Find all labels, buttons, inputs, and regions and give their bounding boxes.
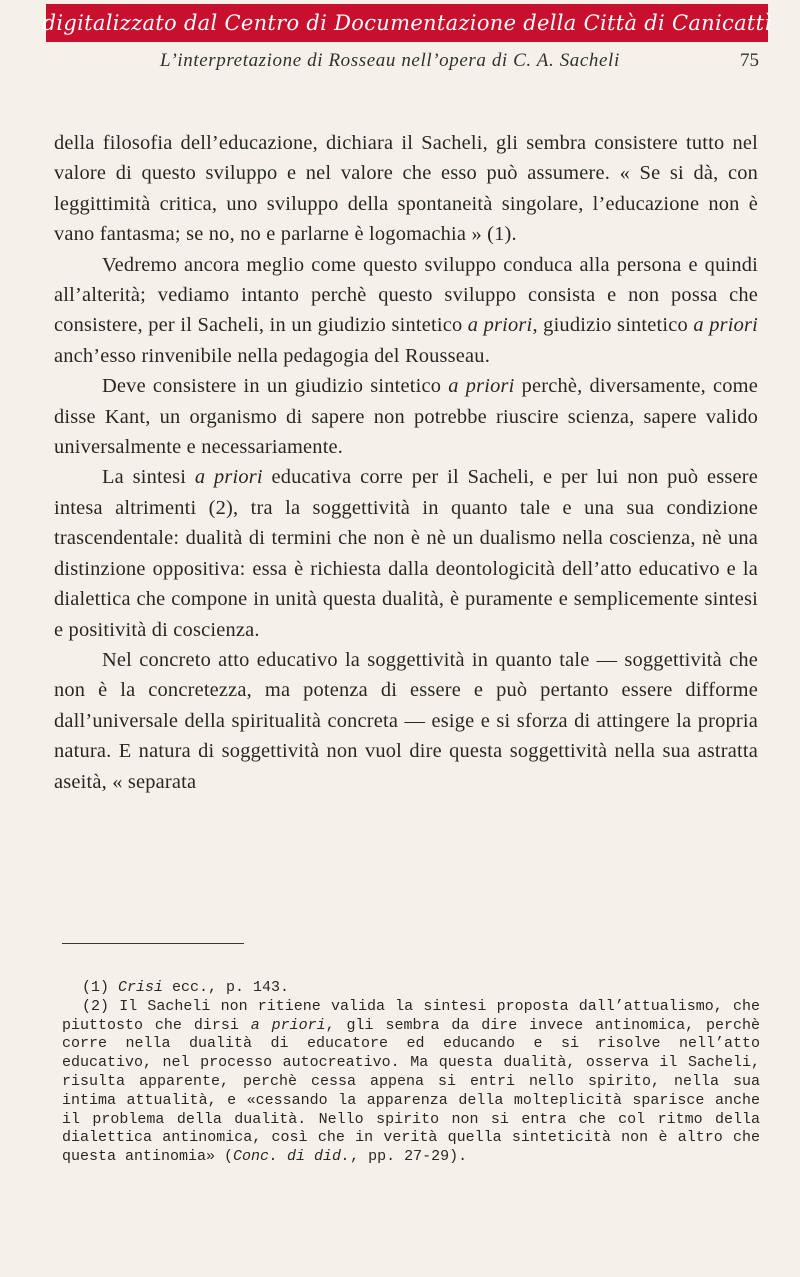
running-title: L’interpretazione di Rosseau nell’opera di C. A. Sacheli <box>160 50 620 71</box>
footnote-1: (1) Crisi ecc., p. 143. <box>82 979 290 996</box>
italic-run: a priori <box>693 314 759 337</box>
paragraph: Nel concreto atto educativo la soggettività in quanto tale — soggettività che non è la concretezza, ma potenza di essere e può pertanto essere difforme dall’universale della spiritualità concreta — esige e si sforza di attingere la propria natura. E natura di soggettività non vuol dire questa soggettività nella sua astratta aseità, « separata <box>54 648 758 793</box>
italic-run: Conc. di did. <box>233 1148 351 1166</box>
page-number: 75 <box>740 50 759 71</box>
paragraph: Vedremo ancora meglio come questo sviluppo conduca alla persona e quindi all’alterità; vediamo intanto perchè questo sviluppo consista e non possa che consistere, per il Sacheli, in un giudizio sintetico a priori, giudizio sintetico a priori anch’esso rinvenibile nella pedagogia del Rousseau. <box>54 253 759 367</box>
footnote-2: (2) Il Sacheli non ritiene valida la sintesi proposta dall’attualismo, che piuttosto che dirsi a priori, gli sembra da dire invece antinomica, perchè corre nella dualità di educatore ed educando e si risolve nell’atto educativo, nel processo autocreativo. Ma questa dualità, osserva il Sacheli, risulta apparente, perchè cessa appena si entri nello spirito, nella sua intima attualità, e «cessando la apparenza della molteplicità sparisce anche il problema della dualità. Nello spirito non si entra che col ritmo della dialettica antinomica, così che in verità quella sinteticità non è altro che questa antinomia» (Conc. di did., pp. 27-29). <box>62 997 761 1166</box>
footnotes <box>62 979 760 1167</box>
paragraph-continued: della filosofia dell’educazione, dichiara il Sacheli, gli sembra consistere tutto nel valore di questo sviluppo e nel valore che esso può assumere. « Se si dà, con leggittimità critica, uno sviluppo della spontaneità singolare, l’educazione non è vano fantasma; se no, no e parlarne è logomachia » (1). <box>54 132 758 246</box>
italic-run: a priori <box>448 375 515 398</box>
watermark-text: digitalizzato dal Centro di Documentazione della Città di Canicattì <box>42 11 772 35</box>
italic-run: Crisi <box>118 979 164 996</box>
watermark-banner <box>42 4 772 42</box>
italic-run: a priori <box>467 314 533 337</box>
main-text <box>54 128 758 797</box>
italic-run: a priori <box>250 1016 326 1034</box>
footnote-divider <box>62 943 244 944</box>
paragraph: Deve consistere in un giudizio sintetico a priori perchè, diversamente, come disse Kant, un organismo di sapere non potrebbe riuscire scienza, sapere valido universalmente e necessariamente. <box>54 375 758 459</box>
paragraph: La sintesi a priori educativa corre per il Sacheli, e per lui non può essere intesa altrimenti (2), tra la soggettività in quanto tale e una sua condizione trascendentale: dualità di termini che non è nè un dualismo nella coscienza, nè una distinzione oppositiva: essa è richiesta dalla deontologicità dell’atto educativo e la dialettica che compone in unità questa dualità, è puramente e semplicemente sintesi e positività di coscienza. <box>54 466 759 641</box>
italic-run: a priori <box>194 466 263 489</box>
